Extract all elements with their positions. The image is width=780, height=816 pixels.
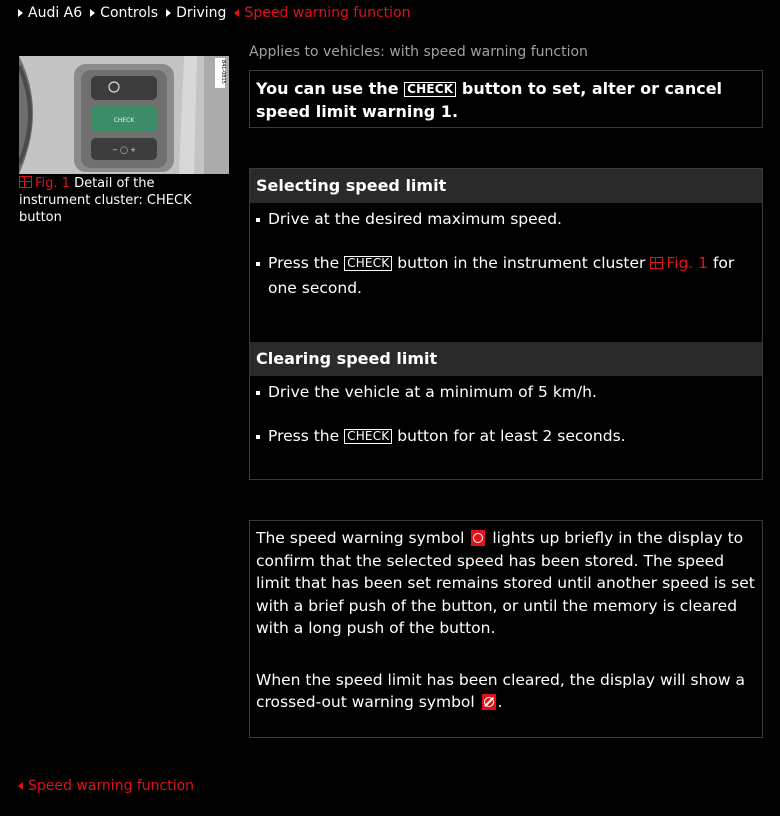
instrument-cluster-illustration bbox=[19, 56, 229, 174]
back-link-speed-warning[interactable]: Speed warning function bbox=[18, 778, 194, 794]
step-item: Press the CHECK button in the instrument cluster Fig. 1 for one second. bbox=[250, 251, 756, 301]
caption-text: Detail of the instrument cluster: CHECK button bbox=[19, 176, 192, 225]
steps-box bbox=[249, 168, 763, 480]
arrow-right-icon bbox=[90, 9, 95, 17]
check-key: CHECK bbox=[344, 256, 392, 271]
arrow-left-icon bbox=[234, 9, 239, 17]
speed-warning-crossed-icon bbox=[482, 694, 496, 710]
applies-to: Applies to vehicles: with speed warning function bbox=[249, 44, 588, 60]
step-item: Drive at the desired maximum speed. bbox=[250, 207, 756, 232]
check-key: CHECK bbox=[404, 82, 456, 97]
instrument-cluster-figure bbox=[19, 56, 229, 174]
breadcrumb bbox=[18, 5, 419, 21]
section-heading-clearing: Clearing speed limit bbox=[250, 342, 762, 376]
speed-warning-icon bbox=[471, 530, 485, 546]
figure-icon bbox=[19, 176, 32, 188]
step-item: Press the CHECK button for at least 2 seconds. bbox=[250, 424, 756, 449]
check-button-label: CHECK bbox=[113, 117, 135, 124]
check-key: CHECK bbox=[344, 429, 392, 444]
breadcrumb-driving[interactable]: Driving bbox=[166, 5, 226, 21]
note-paragraph-2: When the speed limit has been cleared, the display will show a crossed-out warning symbol . bbox=[256, 670, 746, 711]
fig-1-link[interactable]: Fig. 1 bbox=[650, 254, 708, 272]
figure-code: B4L-0815 bbox=[220, 60, 226, 84]
step-item: Drive the vehicle at a minimum of 5 km/h. bbox=[250, 380, 756, 405]
breadcrumb-audi-a6[interactable]: Audi A6 bbox=[18, 5, 82, 21]
breadcrumb-current[interactable]: Speed warning function bbox=[234, 5, 410, 21]
intro-box: You can use the CHECK button to set, alter or cancel speed limit warning 1. bbox=[249, 70, 763, 128]
fig-1-link[interactable]: Fig. 1 bbox=[19, 176, 70, 191]
arrow-left-icon bbox=[18, 782, 23, 790]
breadcrumb-controls[interactable]: Controls bbox=[90, 5, 158, 21]
note-paragraph-1: The speed warning symbol lights up briefly in the display to confirm that the selected speed has been stored. The speed limit that has been set remains stored until another speed is set with a brief push of the button, or until the memory is cleared with a long push of the button. bbox=[256, 529, 755, 637]
section-heading-selecting: Selecting speed limit bbox=[250, 169, 762, 203]
note-box bbox=[249, 520, 763, 738]
figure-icon bbox=[650, 257, 663, 269]
svg-text:− ◯ +: − ◯ + bbox=[111, 146, 137, 154]
arrow-right-icon bbox=[166, 9, 171, 17]
figure-caption bbox=[19, 175, 229, 226]
arrow-right-icon bbox=[18, 9, 23, 17]
